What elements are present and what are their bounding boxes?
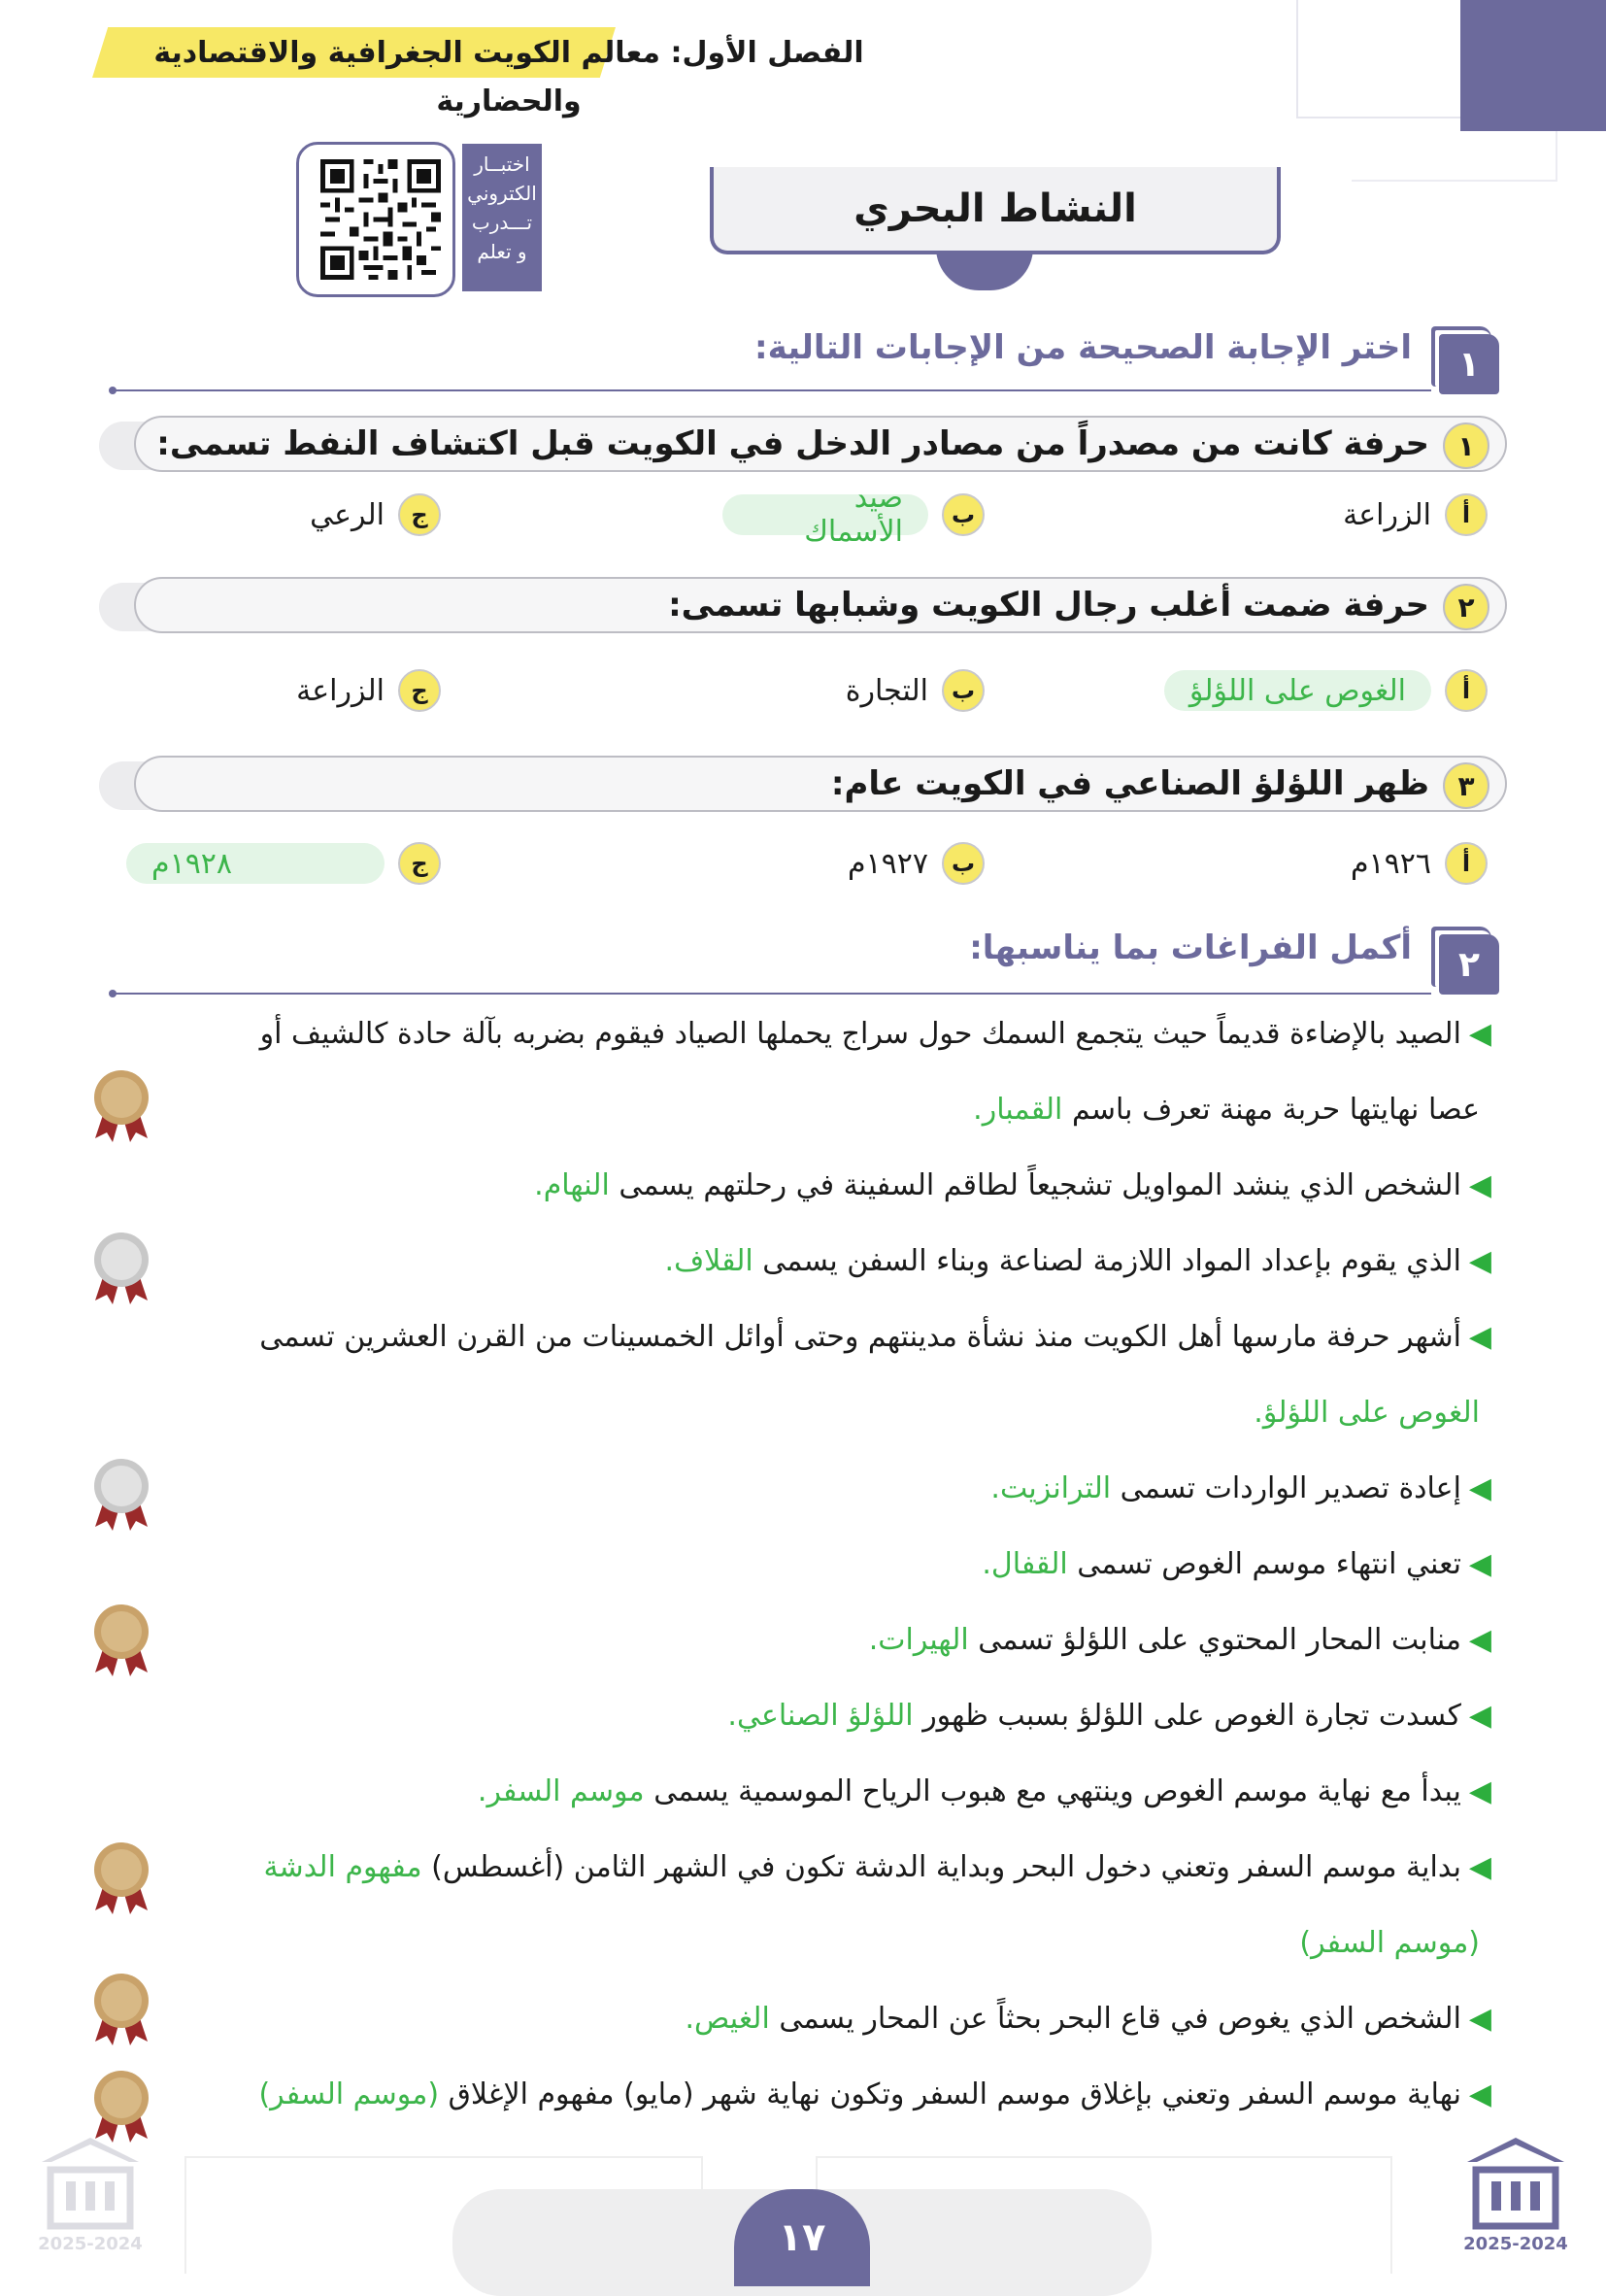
fill-answer-end: .	[685, 2002, 695, 2036]
arrow-bullet-icon: ◀	[1468, 2002, 1491, 2036]
option-text: ١٩٢٧م	[847, 846, 928, 881]
option-c-correct[interactable]	[126, 842, 441, 885]
option-letter: ج	[398, 842, 441, 885]
fill-answer-end: .	[534, 1168, 544, 1202]
question-text: ظهر اللؤلؤ الصناعي في الكويت عام:	[830, 764, 1429, 803]
option-c[interactable]	[310, 493, 441, 536]
fill-answer: الترانزيت	[999, 1471, 1112, 1505]
section-number: ٢	[1439, 934, 1499, 995]
fill-item	[263, 1846, 1491, 1889]
option-letter: أ	[1445, 842, 1488, 885]
logo-year: 2025-2024	[1463, 2234, 1568, 2254]
section-title: أكمل الفراغات بما يناسبها:	[969, 929, 1412, 967]
fill-item-text: كسدت تجارة الغوص على اللؤلؤ بسبب ظهور	[922, 1699, 1461, 1733]
fill-answer: موسم السفر	[486, 1774, 645, 1808]
fill-answer: مفهوم الدشة	[263, 1850, 422, 1884]
fill-item	[259, 1316, 1491, 1359]
option-letter: أ	[1445, 669, 1488, 712]
fill-answer-end: .	[664, 1244, 675, 1278]
logo-year: 2025-2024	[38, 2234, 143, 2254]
chapter-title: الفصل الأول: معالم الكويت الجغرافية والاقتصادية والحضارية	[153, 36, 864, 118]
fill-answer: (موسم السفر)	[258, 2077, 440, 2111]
fill-item	[665, 1240, 1491, 1283]
fill-item	[534, 1165, 1491, 1207]
section-divider-dot	[109, 990, 117, 997]
option-a[interactable]	[1343, 493, 1488, 536]
arrow-bullet-icon: ◀	[1468, 1017, 1491, 1051]
option-letter: ج	[398, 669, 441, 712]
fill-answer: النهام	[543, 1168, 610, 1202]
question-pill	[134, 756, 1507, 812]
option-letter: أ	[1445, 493, 1488, 536]
question-number: ٣	[1443, 762, 1489, 809]
option-letter: ب	[942, 493, 985, 536]
arrow-bullet-icon: ◀	[1468, 1168, 1491, 1202]
fill-item-text: أشهر حرفة مارسها أهل الكويت منذ نشأة مدينتهم وحتى أوائل الخمسينات من القرن العشرين تسمى	[259, 1320, 1461, 1354]
qr-code-icon[interactable]	[320, 159, 441, 280]
option-letter: ب	[942, 669, 985, 712]
option-a[interactable]	[1351, 842, 1488, 885]
section-divider	[112, 993, 1431, 995]
fill-item-text: الشخص الذي ينشد المواويل تشجيعاً لطاقم السفينة في رحلتهم يسمى	[619, 1168, 1461, 1202]
arrow-bullet-icon: ◀	[1468, 1320, 1491, 1354]
option-letter: ب	[942, 842, 985, 885]
fill-item	[258, 2074, 1491, 2116]
fill-answer-end: .	[868, 1623, 879, 1657]
arrow-bullet-icon: ◀	[1468, 1850, 1491, 1884]
school-logo-icon	[37, 2133, 144, 2230]
section-divider	[112, 389, 1431, 391]
option-c[interactable]	[296, 669, 441, 712]
question-number: ١	[1443, 422, 1489, 469]
section-divider-dot	[109, 387, 117, 394]
option-text: الزراعة	[1343, 497, 1431, 532]
fill-item-text: نهاية موسم السفر وتعني بإغلاق موسم السفر وتكون نهاية شهر (مايو) مفهوم الإغلاق	[448, 2077, 1461, 2111]
silver-medal-icon	[87, 1229, 155, 1306]
fill-item-continuation	[1254, 1392, 1480, 1435]
question-pill	[134, 416, 1507, 472]
bronze-medal-icon	[87, 1601, 155, 1678]
arrow-bullet-icon: ◀	[1468, 1471, 1491, 1505]
fill-answer-end: .	[982, 1547, 991, 1581]
fill-item-text: عصا نهايتها حربة مهنة تعرف باسم	[1071, 1093, 1480, 1127]
qr-label	[462, 144, 542, 291]
arrow-bullet-icon: ◀	[1468, 1774, 1491, 1808]
fill-item-text: تعني انتهاء موسم الغوص تسمى	[1077, 1547, 1461, 1581]
fill-item	[685, 1998, 1491, 2041]
bronze-medal-icon	[87, 1066, 155, 1144]
bronze-medal-icon	[87, 1839, 155, 1916]
fill-item-text: الصيد بالإضاءة قديماً حيث يتجمع السمك حول سراج يحملها الصياد فيقوم بضربه بآلة حادة كالشيف أو	[259, 1017, 1461, 1051]
option-b-correct[interactable]	[722, 481, 985, 549]
arrow-bullet-icon: ◀	[1468, 1699, 1491, 1733]
fill-answer-end: .	[990, 1471, 1000, 1505]
fill-item-continuation	[973, 1089, 1480, 1131]
fill-item-text: يبدأ مع نهاية موسم الغوص وينتهي مع هبوب الرياح الموسمية يسمى	[653, 1774, 1461, 1808]
fill-answer: القلاف	[674, 1244, 753, 1278]
school-logo-icon	[1462, 2133, 1569, 2230]
fill-item	[727, 1695, 1491, 1738]
qr-label-line: اختبــار	[474, 152, 530, 176]
brand-logo-watermark	[37, 2133, 144, 2254]
lesson-title: النشاط البحري	[710, 167, 1281, 254]
fill-item	[260, 1013, 1491, 1056]
question-text: حرفة ضمت أغلب رجال الكويت وشبابها تسمى:	[668, 586, 1429, 625]
fill-item-text: منابت المحار المحتوي على اللؤلؤ تسمى	[978, 1623, 1461, 1657]
correct-answer-highlight: صيد الأسماك	[722, 494, 928, 535]
option-text: التجارة	[845, 673, 928, 708]
option-letter: ج	[398, 493, 441, 536]
question-pill	[134, 577, 1507, 633]
arrow-bullet-icon: ◀	[1468, 1623, 1491, 1657]
silver-medal-icon	[87, 1455, 155, 1533]
fill-answer-end: .	[973, 1093, 983, 1127]
fill-item-text: بداية موسم السفر وتعني دخول البحر وبداية الدشة تكون في الشهر الثامن (أغسطس)	[431, 1850, 1461, 1884]
fill-item	[982, 1543, 1491, 1586]
option-text: الزراعة	[296, 673, 385, 708]
fill-item	[990, 1468, 1491, 1510]
fill-answer: القمبار	[982, 1093, 1063, 1127]
fill-item	[869, 1619, 1491, 1662]
qr-label-line: تـــدرب	[471, 211, 533, 234]
bronze-medal-icon	[87, 1970, 155, 2047]
section-title: اختر الإجابة الصحيحة من الإجابات التالية:	[754, 328, 1412, 367]
fill-answer: القفال	[990, 1547, 1068, 1581]
fill-item-text: الذي يقوم بإعداد المواد اللازمة لصناعة وبناء السفن يسمى	[762, 1244, 1461, 1278]
fill-item-text: إعادة تصدير الواردات تسمى	[1120, 1471, 1461, 1505]
page-number: ١٧	[734, 2189, 870, 2286]
option-a-correct[interactable]	[1164, 669, 1488, 712]
fill-answer-end: .	[727, 1699, 737, 1733]
fill-answer: الغوص على اللؤلؤ	[1262, 1396, 1480, 1430]
fill-item-text: الشخص الذي يغوص في قاع البحر بحثاً عن المحار يسمى	[779, 2002, 1461, 2036]
qr-label-line: الكتروني	[467, 182, 537, 205]
option-text: ١٩٢٦م	[1350, 846, 1431, 881]
qr-label-line: و تعلم	[477, 240, 527, 263]
arrow-bullet-icon: ◀	[1468, 1244, 1491, 1278]
fill-answer-end: .	[1254, 1396, 1263, 1430]
brand-logo	[1462, 2133, 1569, 2254]
fill-item-continuation	[1299, 1922, 1480, 1965]
fill-answer: الغيص	[694, 2002, 770, 2036]
corner-decoration-block	[1460, 0, 1606, 131]
fill-answer: الهيرات	[878, 1623, 969, 1657]
correct-answer-highlight: ١٩٢٨م	[126, 843, 385, 884]
fill-item	[478, 1771, 1491, 1813]
correct-answer-highlight: الغوص على اللؤلؤ	[1164, 670, 1431, 711]
arrow-bullet-icon: ◀	[1468, 2077, 1491, 2111]
option-b[interactable]	[848, 842, 985, 885]
fill-answer-end: .	[477, 1774, 487, 1808]
question-text: حرفة كانت من مصدراً من مصادر الدخل في الكويت قبل اكتشاف النفط تسمى:	[156, 424, 1429, 463]
option-text: الرعي	[310, 497, 385, 532]
section-number: ١	[1439, 334, 1499, 394]
option-b[interactable]	[846, 669, 985, 712]
fill-answer: اللؤلؤ الصناعي	[736, 1699, 914, 1733]
question-number: ٢	[1443, 584, 1489, 630]
fill-answer: (موسم السفر)	[1299, 1926, 1480, 1960]
arrow-bullet-icon: ◀	[1468, 1547, 1491, 1581]
